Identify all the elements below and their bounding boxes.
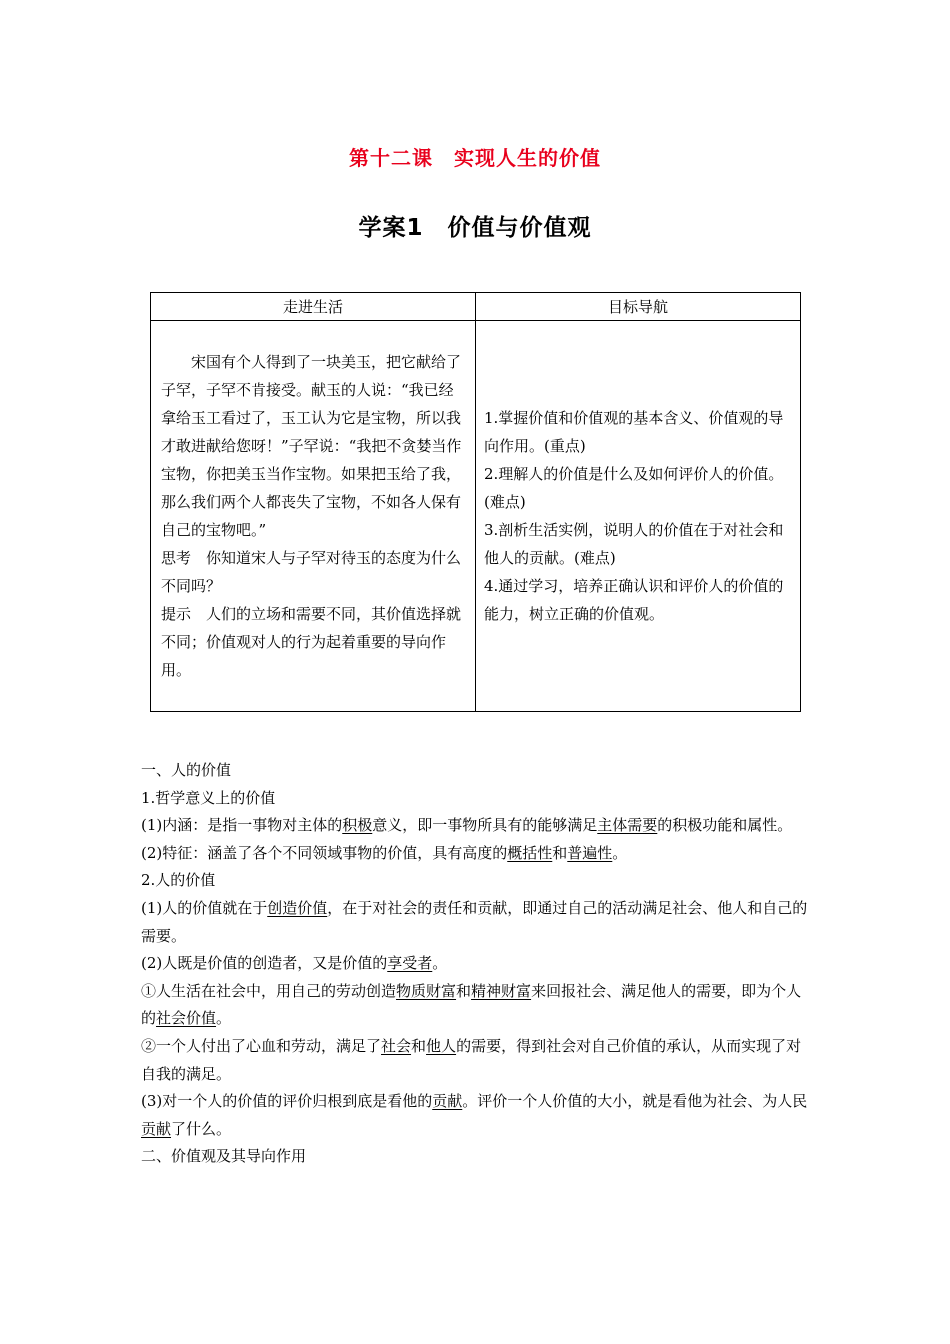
paragraph-connotation: (1)内涵：是指一事物对主体的积极意义，即一事物所具有的能够满足主体需要的积极功能和属性。 (141, 816, 793, 835)
lesson-title: 第十二课 实现人生的价值 (349, 146, 601, 170)
goal-item: 3.剖析生活实例，说明人的价值在于对社会和他人的贡献。(难点) (484, 521, 784, 567)
think-text: 思考 你知道宋人与子罕对待玉的态度为什么不同吗？ (161, 549, 462, 595)
blank-answer: 精神财富 (471, 981, 532, 1000)
case-title: 学案1 价值与价值观 (358, 215, 592, 241)
intro-table (150, 292, 801, 712)
paragraph-evaluation: (3)对一个人的价值的评价归根到底是看他的贡献。评价一个人价值的大小，就是看他为社会、为人民贡献了什么。 (141, 1092, 808, 1138)
blank-answer: 创造价值 (267, 898, 328, 917)
blank-answer: 贡献 (141, 1119, 172, 1138)
goal-item: 1.掌握价值和价值观的基本含义、价值观的导向作用。(重点) (484, 409, 784, 455)
table-header-row (151, 293, 801, 321)
hint-text: 提示 人们的立场和需要不同，其价值选择就不同；价值观对人的行为起着重要的导向作用。 (161, 605, 462, 679)
section-heading-human-value: 一、人的价值 (141, 761, 232, 779)
blank-answer: 主体需要 (597, 816, 658, 835)
goal-item: 2.理解人的价值是什么及如何评价人的价值。(难点) (484, 465, 784, 511)
paragraph-social-value: ①人生活在社会中，用自己的劳动创造物质财富和精神财富来回报社会、满足他人的需要，即为个人的社会价值。 (141, 981, 802, 1028)
lesson-content (141, 757, 815, 1171)
blank-answer: 贡献 (432, 1092, 463, 1111)
life-cell (151, 321, 476, 712)
blank-answer: 社会 (381, 1036, 412, 1055)
paragraph-creator-enjoyer: (2)人既是价值的创造者，又是价值的享受者。 (141, 954, 448, 973)
blank-answer: 社会价值 (156, 1009, 217, 1028)
blank-answer: 享受者 (387, 954, 433, 973)
section-heading-values: 二、价值观及其导向作用 (141, 1147, 307, 1166)
paragraph-self-value: ②一个人付出了心血和劳动，满足了社会和他人的需要，得到社会对自己价值的承认，从而实现了对自我的满足。 (141, 1036, 802, 1083)
subsection-heading-human-value: 2.人的价值 (141, 871, 216, 890)
blank-answer: 普遍性 (567, 843, 613, 862)
blank-answer: 积极 (342, 816, 373, 835)
subsection-heading-philosophical-value: 1.哲学意义上的价值 (141, 788, 276, 807)
paragraph-create-value: (1)人的价值就在于创造价值，在于对社会的责任和贡献，即通过自己的活动满足社会、他人和自己的需要。 (141, 898, 808, 945)
blank-answer: 物质财富 (396, 981, 457, 1000)
goal-item: 4.通过学习，培养正确认识和评价人的价值的能力，树立正确的价值观。 (484, 577, 784, 623)
header-life: 走进生活 (151, 293, 476, 321)
story-text: 宋国有个人得到了一块美玉，把它献给了子罕，子罕不肯接受。献玉的人说：“我已经拿给玉工看过了，玉工认为它是宝物，所以我才敢进献给您呀！”子罕说：“我把不贪婪当作宝物，你把美玉当作宝物。如果把玉给了我，那么我们两个人都丧失了宝物，不如各人保有自己的宝物吧。” (161, 353, 462, 539)
blank-answer: 他人 (426, 1036, 457, 1055)
goals-cell (476, 321, 801, 712)
paragraph-feature: (2)特征：涵盖了各个不同领域事物的价值，具有高度的概括性和普遍性。 (141, 843, 628, 862)
table-body-row (151, 321, 801, 712)
header-goals: 目标导航 (476, 293, 801, 321)
blank-answer: 概括性 (507, 843, 553, 862)
